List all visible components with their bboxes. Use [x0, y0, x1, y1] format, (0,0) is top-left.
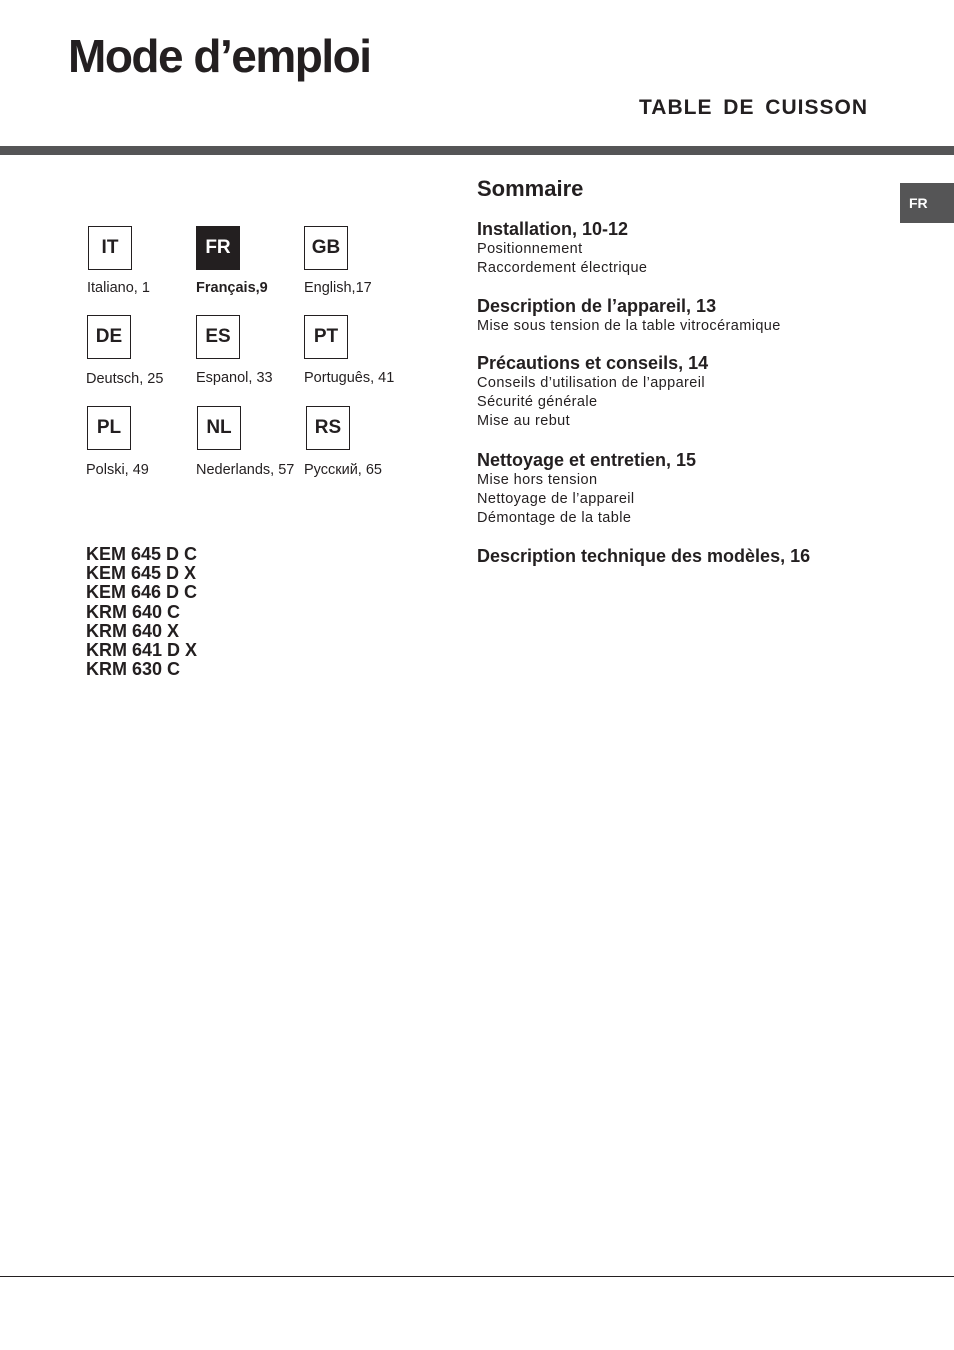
lang-box-it[interactable]: IT [88, 226, 132, 270]
toc-item[interactable]: Sécurité générale [477, 394, 598, 410]
toc-section-installation [477, 218, 647, 278]
toc-item[interactable]: Mise hors tension [477, 472, 598, 488]
current-language-tab: FR [900, 183, 954, 223]
model-number: KRM 640 X [86, 620, 180, 641]
lang-label-gb[interactable]: English,17 [304, 280, 372, 296]
toc-heading[interactable]: Nettoyage et entretien, 15 [477, 450, 697, 470]
toc-heading[interactable]: Installation, 10-12 [477, 219, 629, 239]
toc-item[interactable]: Mise au rebut [477, 413, 571, 429]
model-number: KRM 641 D X [86, 640, 198, 661]
model-number: KEM 645 D C [86, 544, 198, 564]
toc-section-technique [477, 545, 810, 567]
toc-section-nettoyage [477, 449, 696, 528]
toc-title: Sommaire [477, 176, 584, 201]
model-number: KRM 630 C [86, 659, 181, 680]
toc-item[interactable]: Positionnement [477, 241, 583, 257]
lang-label-de[interactable]: Deutsch, 25 [86, 371, 164, 387]
toc-item[interactable]: Raccordement électrique [477, 260, 648, 276]
lang-box-pt[interactable]: PT [304, 315, 348, 359]
toc-heading[interactable]: Description de l’appareil, 13 [477, 296, 717, 316]
toc-item[interactable]: Conseils d’utilisation de l’appareil [477, 375, 705, 391]
lang-label-es[interactable]: Espanol, 33 [196, 370, 273, 386]
lang-box-nl[interactable]: NL [197, 406, 241, 450]
product-type-subtitle: TABLE DE CUISSON [639, 96, 868, 119]
lang-label-nl[interactable]: Nederlands, 57 [196, 462, 295, 478]
lang-box-gb[interactable]: GB [304, 226, 348, 270]
footer-divider [0, 1276, 954, 1277]
toc-heading[interactable]: Description technique des modèles, 16 [477, 546, 811, 566]
model-number: KEM 646 D C [86, 582, 198, 603]
lang-box-pl[interactable]: PL [87, 406, 131, 450]
model-number: KEM 645 D X [86, 563, 197, 584]
toc-item[interactable]: Nettoyage de l’appareil [477, 491, 635, 507]
lang-label-pl[interactable]: Polski, 49 [86, 462, 149, 478]
lang-box-rs[interactable]: RS [306, 406, 350, 450]
toc-section-description [477, 295, 781, 336]
lang-box-fr[interactable]: FR [196, 226, 240, 270]
toc-heading[interactable]: Précautions et conseils, 14 [477, 353, 709, 373]
model-list [86, 545, 197, 679]
model-number: KRM 640 C [86, 601, 181, 622]
lang-label-fr[interactable]: Français,9 [196, 280, 268, 296]
lang-label-rs[interactable]: Русский, 65 [304, 462, 382, 478]
toc-item[interactable]: Démontage de la table [477, 510, 632, 526]
lang-label-pt[interactable]: Português, 41 [304, 370, 395, 386]
lang-label-it[interactable]: Italiano, 1 [87, 280, 150, 296]
page-title: Mode d’emploi [68, 30, 371, 82]
lang-box-es[interactable]: ES [196, 315, 240, 359]
lang-box-de[interactable]: DE [87, 315, 131, 359]
toc-item[interactable]: Mise sous tension de la table vitrocéramique [477, 318, 781, 334]
header-divider-bar [0, 146, 954, 155]
toc-section-precautions [477, 352, 708, 431]
